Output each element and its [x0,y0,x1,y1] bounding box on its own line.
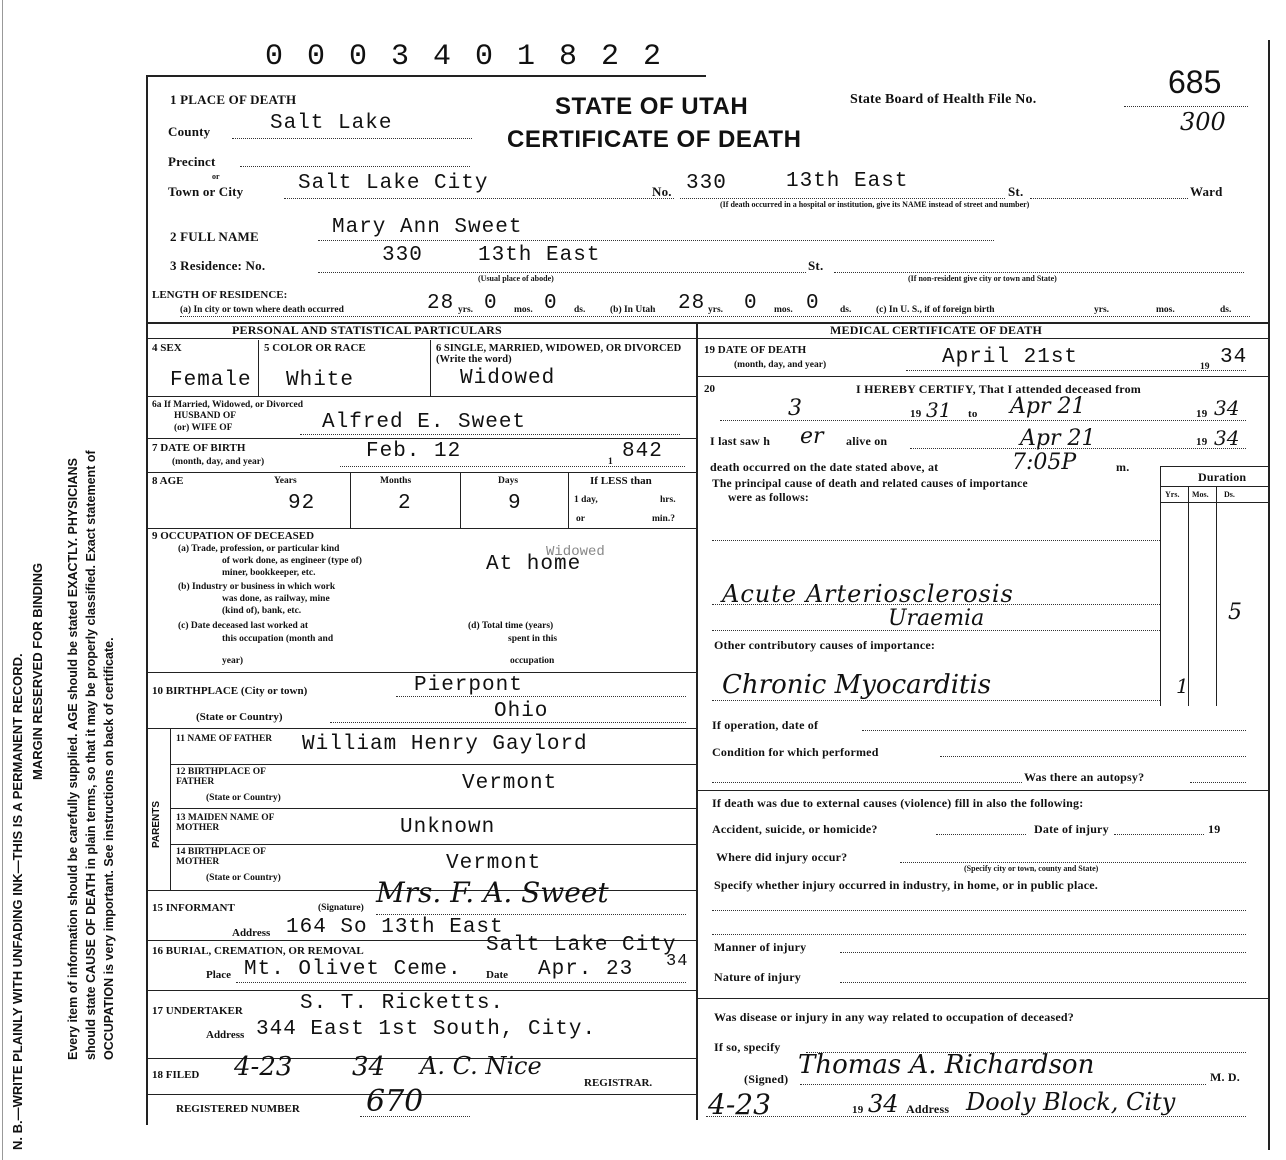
sections-rule-2 [146,338,1268,339]
birthplace-label: 10 BIRTHPLACE (City or town) [152,685,308,697]
lastsaw-year: 34 [1214,426,1240,450]
length-line [180,316,1250,317]
age-div-1 [350,472,351,528]
length-label: LENGTH OF RESIDENCE: [152,289,288,301]
dod-value: April 21st [942,346,1079,369]
autopsy-label: Was there an autopsy? [1024,770,1145,784]
informant-label: 15 INFORMANT [152,902,235,914]
cause-1: Acute Arteriosclerosis [722,580,1014,608]
specify-label: Specify whether injury occurred in industry, in home, or in public place. [714,878,1098,892]
fbirth-label: 12 BIRTHPLACE OF FATHER [176,767,266,787]
operation-label: If operation, date of [712,718,819,732]
ward-line [1030,198,1188,199]
med-rule-1 [696,376,1268,377]
parents-label: PARENTS [151,800,162,848]
length-a-yrs: 28 [427,292,455,315]
burial-line [236,982,686,983]
signed-label: (Signed) [744,1072,789,1086]
sig-19: 19 [852,1104,864,1116]
filed-label: 18 FILED [152,1069,200,1081]
row-rule-4 [146,528,696,529]
registrar-label: REGISTRAR. [584,1077,653,1089]
residence-nonres: (If non-resident give city or town and State) [908,274,1057,283]
father-label: 11 NAME OF FATHER [176,734,273,744]
residence-no: 330 [382,244,423,267]
birthplace-line [396,696,686,697]
specify-line-2 [712,934,1246,935]
personal-header: PERSONAL AND STATISTICAL PARTICULARS [232,323,502,337]
operation-line [862,730,1246,731]
occupation-d-2: spent in this [508,634,558,644]
file-no-sub: 300 [1180,108,1226,136]
fbirth-sub: (State or Country) [206,793,281,803]
birthplace-state-label: (State or Country) [196,711,283,723]
sex-divider [258,340,259,396]
dod-label: 19 DATE OF DEATH [704,344,807,356]
duration-ds: Ds. [1224,490,1235,499]
age-days: 9 [508,492,522,515]
no-label: No. [652,184,672,199]
cause-line-1 [712,540,1160,541]
residence-label: 3 Residence: No. [170,258,266,273]
birthplace-state-line [330,722,686,723]
length-a-yrs-label: yrs. [458,305,474,315]
ward-label: Ward [1190,184,1223,199]
color-value: White [286,369,355,392]
burial-label: 16 BURIAL, CREMATION, OR REMOVAL [152,945,364,957]
autopsy-line [1190,782,1246,783]
specify-line-1 [712,910,1246,911]
spouse-label-1: 6a If Married, Widowed, or Divorced [152,400,304,410]
informant-address-label: Address [232,927,271,939]
min-label: min.? [652,514,675,524]
margin-instructions-3: OCCUPATION is very important. See instructions on back of certificate. [102,637,116,1060]
lastsaw-line [910,448,1246,449]
residence-line [318,272,806,273]
contrib-duration: 1 [1176,674,1189,698]
undertaker-label: 17 UNDERTAKER [152,1005,243,1017]
occurred-label: death occurred on the date stated above, at [710,460,939,474]
length-c-ds-label: ds. [1220,305,1232,315]
place-note: (If death occurred in a hospital or institution, give its NAME instead of street and number) [720,200,1030,209]
oneday-label: 1 day, [574,495,598,505]
filed-date: 4-23 [234,1052,293,1082]
length-a-label: (a) In city or town where death occurred [180,305,344,315]
dob-year-prefix: 1 [608,457,613,467]
full-name-label: 2 FULL NAME [170,229,259,244]
occupation-d-3: occupation [510,656,555,666]
age-label: 8 AGE [152,475,184,487]
full-name-value: Mary Ann Sweet [332,216,523,239]
dob-label: 7 DATE OF BIRTH [152,442,246,454]
duration-rule [1160,486,1268,487]
precinct-line [240,166,470,167]
hrs-label: hrs. [660,495,676,505]
medical-header: MEDICAL CERTIFICATE OF DEATH [830,323,1042,337]
duration-yrs: Yrs. [1165,490,1180,499]
cert-line [720,420,1246,421]
county-label: County [168,124,211,139]
occupation-stamp: Widowed [546,544,605,560]
informant-line [376,914,686,915]
cert-text: I HEREBY CERTIFY, That I attended deceased from [856,382,1142,396]
time-m: m. [1116,460,1130,474]
occupation-label: 9 OCCUPATION OF DECEASED [152,530,315,542]
filed-year: 34 [352,1052,386,1082]
title-certificate: CERTIFICATE OF DEATH [507,126,802,153]
county-value: Salt Lake [270,112,393,135]
accident-label: Accident, suicide, or homicide? [712,822,878,836]
mbirth-label: 14 BIRTHPLACE OF MOTHER [176,847,266,867]
dob-sub: (month, day, and year) [172,457,265,467]
county-line [232,138,472,139]
cause-duration: 5 [1228,600,1242,625]
phys-address-label: Address [906,1102,950,1116]
residence-usual: (Usual place of abode) [478,274,554,283]
age-months: 2 [398,492,412,515]
color-label: 5 COLOR OR RACE [264,342,366,354]
regnum-line [360,1116,470,1117]
town-line [284,198,674,199]
fbirth-value: Vermont [462,772,558,795]
length-b-ds-label: ds. [840,305,852,315]
row-rule-8 [170,808,696,809]
med-rule-3 [696,998,1268,999]
file-no-line [1124,106,1248,107]
dod-line [906,370,1246,371]
spouse-line [300,434,680,435]
dod-year-prefix: 19 [1200,362,1210,372]
mother-label: 13 MAIDEN NAME OF MOTHER [176,813,275,833]
follows-label: were as follows: [728,492,809,504]
cause-2: Uraemia [888,606,985,631]
length-b-mos-label: mos. [774,305,793,315]
father-value: William Henry Gaylord [302,733,588,756]
duration-label: Duration [1198,470,1247,484]
principal-label: The principal cause of death and related causes of importance [712,478,1028,490]
age-years-label: Years [274,476,297,486]
length-c-mos-label: mos. [1156,305,1175,315]
related-label: Was disease or injury in any way related to occupation of deceased? [714,1010,1074,1024]
lastsaw-19: 19 [1196,436,1208,448]
dod-sub: (month, day, and year) [734,360,827,370]
row-rule-1 [146,396,696,397]
informant-signature: Mrs. F. A. Sweet [376,876,609,909]
where-sub: (Specify city or town, county and State) [964,864,1099,873]
burial-year: 34 [666,952,689,971]
regnum-label: REGISTERED NUMBER [176,1103,300,1115]
cert-to: Apr 21 [1010,394,1086,419]
length-a-ds-label: ds. [574,305,586,315]
burial-place: Mt. Olivet Ceme. [244,958,462,981]
length-a-mos: 0 [484,292,498,315]
row-rule-9 [170,844,696,845]
length-b-mos: 0 [744,292,758,315]
cert-from-yr: 31 [926,398,952,422]
file-no-label: State Board of Health File No. [850,92,1037,107]
occupation-a-3: miner, bookkeeper, etc. [222,568,316,578]
length-a-ds: 0 [544,292,558,315]
contrib-label: Other contributory causes of importance: [714,638,936,652]
occupation-b-3: (kind of), bank, etc. [222,606,302,616]
nature-label: Nature of injury [714,970,801,984]
lessthan-label: If LESS than [590,475,652,487]
frame-top [146,75,706,77]
occupation-b-2: was done, as railway, mine [222,594,330,604]
regnum-value: 670 [366,1084,424,1119]
row-rule-12 [146,990,696,991]
marital-value: Widowed [460,367,556,390]
street-line [680,198,1005,199]
mbirth-value: Vermont [446,852,542,875]
row-rule-2 [146,438,696,439]
birthplace-state: Ohio [494,700,549,723]
age-days-label: Days [498,476,519,486]
sex-value: Female [170,369,252,392]
manner-line [840,952,1246,953]
margin-instructions-2: should state CAUSE OF DEATH in plain terms, so that it may be properly classified. Exact statement of [84,450,98,1060]
frame-right [1268,40,1270,1150]
mbirth-sub: (State or Country) [206,873,281,883]
injury-date-label: Date of injury [1034,822,1109,836]
dob-line [340,466,685,467]
town-label: Town or City [168,184,244,199]
title-state: STATE OF UTAH [555,93,749,120]
death-time: 7:05P [1012,450,1077,475]
precinct-label: Precinct [168,154,216,169]
row-rule-3 [146,472,696,473]
length-a-mos-label: mos. [514,305,533,315]
informant-address: 164 So 13th East [286,916,504,939]
informant-sig-label: (Signature) [318,903,364,913]
cert-to-label: to [968,408,978,420]
duration-div-1 [1188,486,1189,706]
sig-year: 34 [868,1090,899,1118]
length-b-label: (b) In Utah [610,305,656,315]
condition-label: Condition for which performed [712,745,879,759]
full-name-line [318,240,994,241]
duration-mos: Mos. [1192,490,1209,499]
row-rule-7 [170,764,696,765]
cause-line-2 [712,604,1160,605]
or-label: or [212,172,220,181]
undertaker-value: S. T. Ricketts. [300,992,505,1015]
parents-divider [170,728,171,890]
or-min-label: or [576,514,585,524]
undertaker-address-label: Address [206,1029,245,1041]
where-line [900,862,1246,863]
birthplace-city: Pierpont [414,674,523,697]
injury-date-line [1114,834,1204,835]
nature-line [840,982,1246,983]
marital-label: 6 SINGLE, MARRIED, WIDOWED, OR DIVORCED (Write the word) [436,343,682,365]
residence-st-line [834,272,1244,273]
autopsy-pre-line [712,782,1022,783]
age-months-label: Months [380,476,412,486]
md-label: M. D. [1210,1070,1240,1084]
cert-to-yr: 34 [1214,396,1240,420]
physician-signature: Thomas A. Richardson [798,1050,1095,1080]
residence-st-label: St. [808,258,824,273]
occupation-b-1: (b) Industry or business in which work [178,582,336,592]
sig-date: 4-23 [708,1088,771,1121]
serial-number: 0 0 0 3 4 0 1 8 2 2 [265,40,665,74]
mother-value: Unknown [400,816,496,839]
alive-label: alive on [846,434,888,448]
lastsaw-date: Apr 21 [1020,426,1096,451]
external-label: If death was due to external causes (violence) fill in also the following: [712,796,1084,810]
sig-date-line [706,1116,1246,1117]
margin-instructions-1: Every item of information should be carefully supplied. AGE should be stated EXACTLY. PHYSICIANS [66,458,80,1060]
where-label: Where did injury occur? [716,850,848,864]
burial-place-label: Place [206,969,232,981]
duration-box-top [1160,466,1268,467]
accident-line [936,834,1026,835]
margin-binding-label: MARGIN RESERVED FOR BINDING [30,562,45,780]
st-label: St. [1008,184,1024,199]
occupation-value: At home [486,553,582,576]
length-b-yrs-label: yrs. [708,305,724,315]
manner-label: Manner of injury [714,940,807,954]
contrib-line [712,700,1160,701]
cert-to-19: 19 [1196,408,1208,420]
length-c-yrs-label: yrs. [1094,305,1110,315]
occupation-c-2: this occupation (month and [222,634,334,644]
length-b-ds: 0 [806,292,820,315]
occupation-c-3: year) [222,656,244,666]
occupation-a-2: of work done, as engineer (type of) [222,556,362,566]
spouse-value: Alfred E. Sweet [322,411,527,434]
cause-line-3 [712,630,1160,631]
center-divider [696,322,698,1120]
length-c-label: (c) In U. S., if of foreign birth [876,305,995,315]
signed-line [800,1084,1206,1085]
age-years: 92 [288,492,316,515]
street-no-value: 330 [686,172,727,195]
injury-19: 19 [1208,822,1221,836]
undertaker-address: 344 East 1st South, City. [256,1018,597,1041]
duration-rule-2 [1160,502,1268,503]
registrar-signature: A. C. Nice [420,1052,542,1080]
cert-number: 20 [704,383,715,395]
margin-notice-1: N. B.—WRITE PLAINLY WITH UNFADING INK—THIS IS A PERMANENT RECORD. [10,653,25,1150]
occupation-d-1: (d) Total time (years) [468,621,554,631]
contrib-value: Chronic Myocarditis [722,670,992,700]
color-divider [430,340,431,396]
age-div-2 [460,472,461,528]
occupation-c-1: (c) Date deceased last worked at [178,621,309,631]
frame-left [146,75,148,1125]
dob-year: 842 [622,440,663,463]
burial-date: Apr. 23 [538,958,634,981]
dob-value: Feb. 12 [366,440,462,463]
row-rule-5 [146,672,696,673]
residence-street: 13th East [478,244,601,267]
margin-edge [2,0,3,1160]
row-rule-6 [146,728,696,729]
spouse-label-3: (or) WIFE OF [174,423,233,433]
burial-city: Salt Lake City [486,934,677,957]
duration-div-2 [1216,486,1217,706]
occupation-a-1: (a) Trade, profession, or particular kind [178,544,340,554]
dod-year: 34 [1220,346,1248,369]
condition-line [940,756,1246,757]
cert-from-19: 19 [910,408,922,420]
spouse-label-2: HUSBAND OF [174,411,237,421]
med-rule-2 [696,790,1268,791]
file-no-value: 685 [1168,64,1222,100]
place-label: 1 PLACE OF DEATH [170,92,297,107]
cert-from: 3 [788,396,802,421]
lastsaw-h: er [800,424,824,449]
phys-address: Dooly Block, City [966,1088,1176,1116]
burial-date-label: Date [486,969,508,981]
sex-label: 4 SEX [152,342,182,354]
length-b-yrs: 28 [678,292,706,315]
street-value: 13th East [786,170,909,193]
age-div-3 [568,472,569,528]
ifso-label: If so, specify [714,1040,781,1054]
lastsaw-label: I last saw h [710,434,771,448]
town-value: Salt Lake City [298,172,489,195]
